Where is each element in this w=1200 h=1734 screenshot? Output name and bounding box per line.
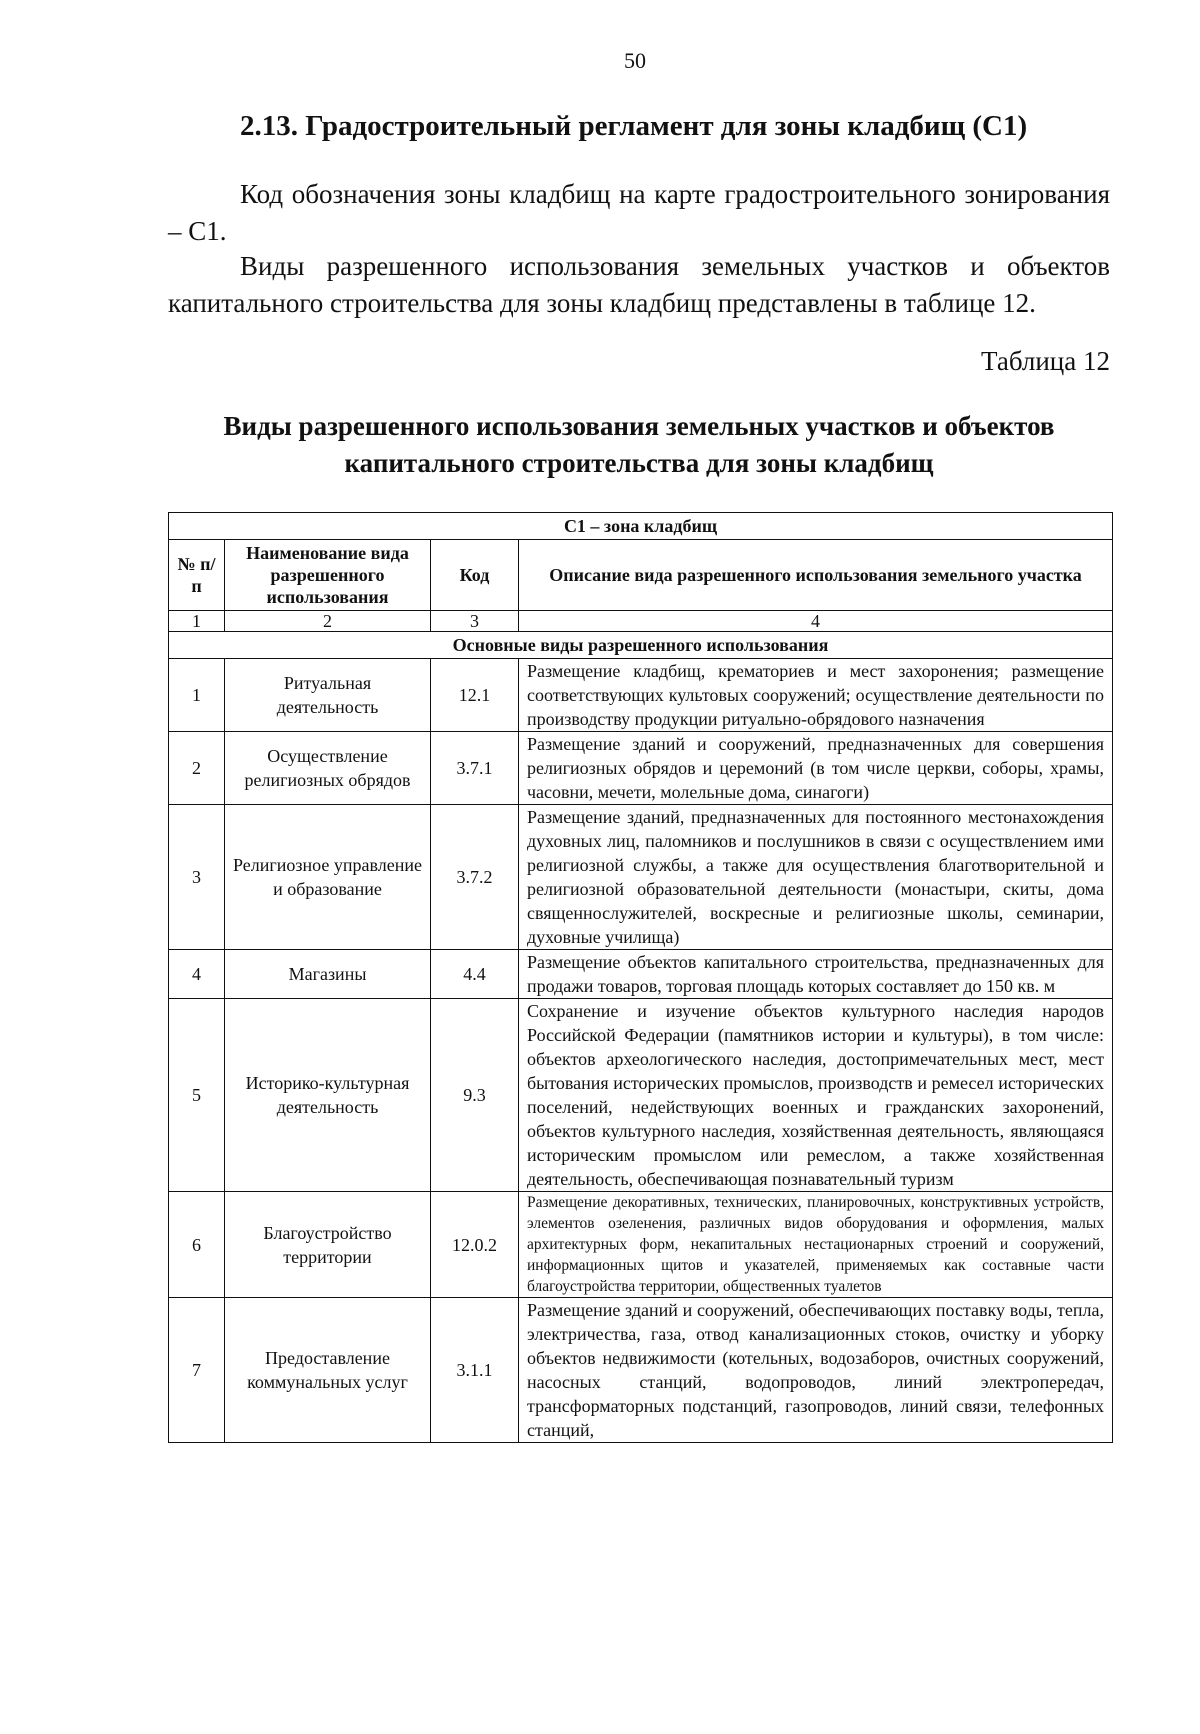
section-heading: 2.13. Градостроительный регламент для зоны кладбищ (С1) bbox=[240, 110, 1028, 142]
zone-caption: С1 – зона кладбищ bbox=[169, 513, 1113, 540]
column-number: 1 bbox=[169, 611, 225, 632]
row-num: 4 bbox=[169, 950, 225, 999]
row-desc: Размещение объектов капитального строительства, предназначенных для продажи товаров, торговая площадь которых составляет до 150 кв. м bbox=[519, 950, 1113, 999]
row-code: 12.0.2 bbox=[431, 1192, 519, 1298]
group-caption: Основные виды разрешенного использования bbox=[169, 632, 1113, 659]
column-number: 3 bbox=[431, 611, 519, 632]
row-desc: Сохранение и изучение объектов культурного наследия народов Российской Федерации (памятников истории и культуры), в том числе: объектов археологического наследия, достопримечательных мест, мест бытования исторических промыслов, производств и ремесел исторических поселений, недействующих военных и гражданских захоронений, объектов культурного наследия, хозяйственная деятельность, являющаяся историческим промыслом или ремеслом, а также хозяйственная деятельность, обеспечивающая познавательный туризм bbox=[519, 999, 1113, 1192]
group-caption-row bbox=[169, 632, 1113, 659]
header-code: Код bbox=[431, 540, 519, 611]
row-code: 3.1.1 bbox=[431, 1298, 519, 1443]
table-row bbox=[169, 732, 1113, 805]
table-row bbox=[169, 805, 1113, 950]
column-number: 2 bbox=[225, 611, 431, 632]
row-desc: Размещение декоративных, технических, планировочных, конструктивных устройств, элементов озеленения, различных видов оборудования и оформления, малых архитектурных форм, некапитальных нестационарных строений и сооружений, информационных щитов и указателей, применяемых как составные части благоустройства территории, общественных туалетов bbox=[519, 1192, 1113, 1298]
row-name: Осуществление религиозных обрядов bbox=[225, 732, 431, 805]
row-name: Религиозное управление и образование bbox=[225, 805, 431, 950]
row-num: 5 bbox=[169, 999, 225, 1192]
column-number-row bbox=[169, 611, 1113, 632]
row-desc: Размещение зданий и сооружений, предназначенных для совершения религиозных обрядов и церемоний (в том числе церкви, соборы, храмы, часовни, мечети, молельные дома, синагоги) bbox=[519, 732, 1113, 805]
row-code: 4.4 bbox=[431, 950, 519, 999]
table-row bbox=[169, 1298, 1113, 1443]
row-num: 6 bbox=[169, 1192, 225, 1298]
row-code: 3.7.2 bbox=[431, 805, 519, 950]
row-name: Предоставление коммунальных услуг bbox=[225, 1298, 431, 1443]
row-code: 9.3 bbox=[431, 999, 519, 1192]
row-code: 3.7.1 bbox=[431, 732, 519, 805]
regulation-table bbox=[168, 512, 1113, 1443]
row-name: Ритуальная деятельность bbox=[225, 659, 431, 732]
row-num: 2 bbox=[169, 732, 225, 805]
row-name: Благоустройство территории bbox=[225, 1192, 431, 1298]
table-row bbox=[169, 950, 1113, 999]
row-num: 1 bbox=[169, 659, 225, 732]
header-name: Наименование вида разрешенного использования bbox=[225, 540, 431, 611]
row-num: 3 bbox=[169, 805, 225, 950]
paragraph-table-reference: Виды разрешенного использования земельных участков и объектов капитального строительства для зоны кладбищ представлены в таблице 12. bbox=[168, 251, 1110, 318]
row-code: 12.1 bbox=[431, 659, 519, 732]
row-num: 7 bbox=[169, 1298, 225, 1443]
table-title: Виды разрешенного использования земельных участков и объектов капитального строительства для зоны кладбищ bbox=[223, 411, 1055, 478]
header-row bbox=[169, 540, 1113, 611]
row-name: Магазины bbox=[225, 950, 431, 999]
paragraph-zone-code: Код обозначения зоны кладбищ на карте градостроительного зонирования – С1. bbox=[168, 179, 1110, 246]
header-desc: Описание вида разрешенного использования земельного участка bbox=[519, 540, 1113, 611]
table-row bbox=[169, 999, 1113, 1192]
zone-caption-row bbox=[169, 513, 1113, 540]
table-label: Таблица 12 bbox=[981, 346, 1110, 376]
row-desc: Размещение кладбищ, крематориев и мест захоронения; размещение соответствующих культовых сооружений; осуществление деятельности по производству продукции ритуально-обрядового назначения bbox=[519, 659, 1113, 732]
page-number: 50 bbox=[624, 48, 646, 73]
row-name: Историко-культурная деятельность bbox=[225, 999, 431, 1192]
row-desc: Размещение зданий и сооружений, обеспечивающих поставку воды, тепла, электричества, газа, отвод канализационных стоков, очистку и уборку объектов недвижимости (котельных, водозаборов, очистных сооружений, насосных станций, водопроводов, линий электропередач, трансформаторных подстанций, газопроводов, линий связи, телефонных станций, bbox=[519, 1298, 1113, 1443]
column-number: 4 bbox=[519, 611, 1113, 632]
row-desc: Размещение зданий, предназначенных для постоянного местонахождения духовных лиц, паломников и послушников в связи с осуществлением ими религиозной службы, а также для осуществления благотворительной и религиозной образовательной деятельности (монастыри, скиты, дома священнослужителей, воскресные и религиозные школы, семинарии, духовные училища) bbox=[519, 805, 1113, 950]
table-row bbox=[169, 659, 1113, 732]
table-row bbox=[169, 1192, 1113, 1298]
header-num: № п/п bbox=[169, 540, 225, 611]
